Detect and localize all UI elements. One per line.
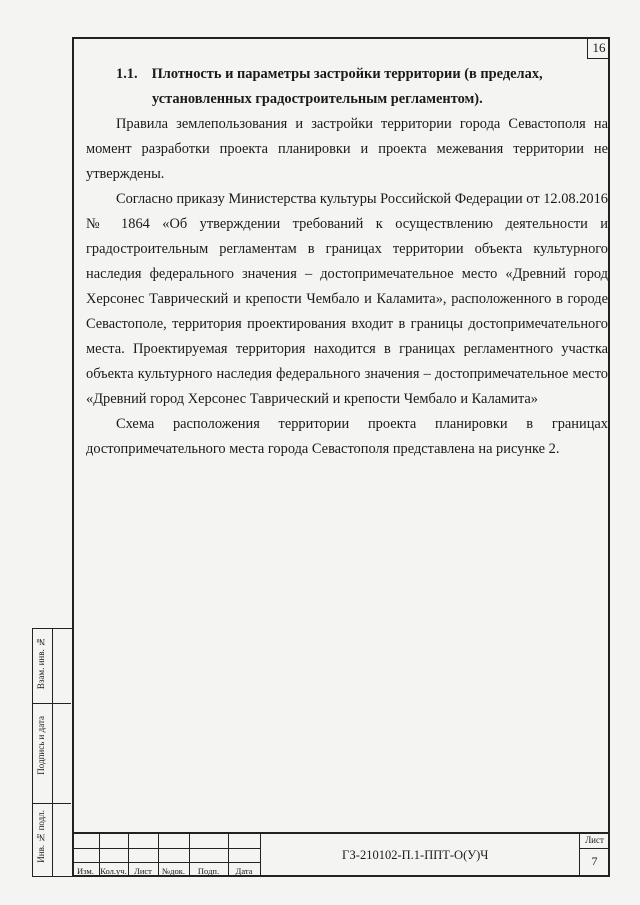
tb-col-izm: Изм. xyxy=(77,866,94,876)
section-title-line1: Плотность и параметры застройки территории (в пределах, xyxy=(151,66,543,82)
section-number: 1.1. xyxy=(116,66,138,82)
title-block xyxy=(72,832,610,877)
tb-col-line xyxy=(260,834,261,877)
tb-col-kol-uch: Кол.уч. xyxy=(100,866,127,876)
tb-sheet-divider xyxy=(579,848,610,849)
tb-col-podp: Подп. xyxy=(197,866,220,876)
tb-col-ndok: №док. xyxy=(162,866,185,876)
tb-row-line xyxy=(72,848,260,849)
side-cell-inv-podl xyxy=(33,804,71,877)
side-label-podpis: Подпись и дата xyxy=(36,716,46,775)
section-title-line2: установленных градостроительным регламентом). xyxy=(152,91,483,107)
sheet-label: Лист xyxy=(585,835,604,845)
section-heading xyxy=(86,62,608,87)
tb-col-list: Лист xyxy=(134,866,152,876)
side-cell-podpis xyxy=(33,704,71,804)
document-body xyxy=(86,62,608,462)
paragraph-3: Схема расположения территории проекта планировки в границах достопримечательного места города Севастополя представлена на рисунке 2. xyxy=(86,416,608,457)
page-number: 16 xyxy=(587,37,610,59)
side-label-vzam: Взам. инв. № xyxy=(36,637,46,690)
paragraph-1: Правила землепользования и застройки территории города Севастополя на момент разработки проекта планировки и проекта межевания территории не утверждены. xyxy=(86,116,608,182)
tb-col-data: Дата xyxy=(235,866,253,876)
sheet-number: 7 xyxy=(591,854,598,868)
tb-row-line xyxy=(72,862,260,863)
side-label-inv-podl: Инв. № подл. xyxy=(36,810,46,863)
paragraph-2: Согласно приказу Министерства культуры Российской Федерации от 12.08.2016 № 1864 «Об утверждении требований к осуществлению деятельности и градостроительным регламентам в границах территории объекта культурного наследия федерального значения – достопримечательное место «Древний город Херсонес Таврический и крепости Чембало и Каламита», расположенного в городе Севастополе, территория проектирования входит в границы достопримечательного места. Проектируемая территория находится в границах регламентного участка объекта культурного наследия федерального значения – достопримечательное место «Древний город Херсонес Таврический и крепости Чембало и Каламита» xyxy=(86,191,608,407)
document-code: ГЗ-210102-П.1-ППТ-О(У)Ч xyxy=(342,848,489,862)
side-cell-vzam xyxy=(33,629,71,704)
side-stamp xyxy=(32,628,72,877)
